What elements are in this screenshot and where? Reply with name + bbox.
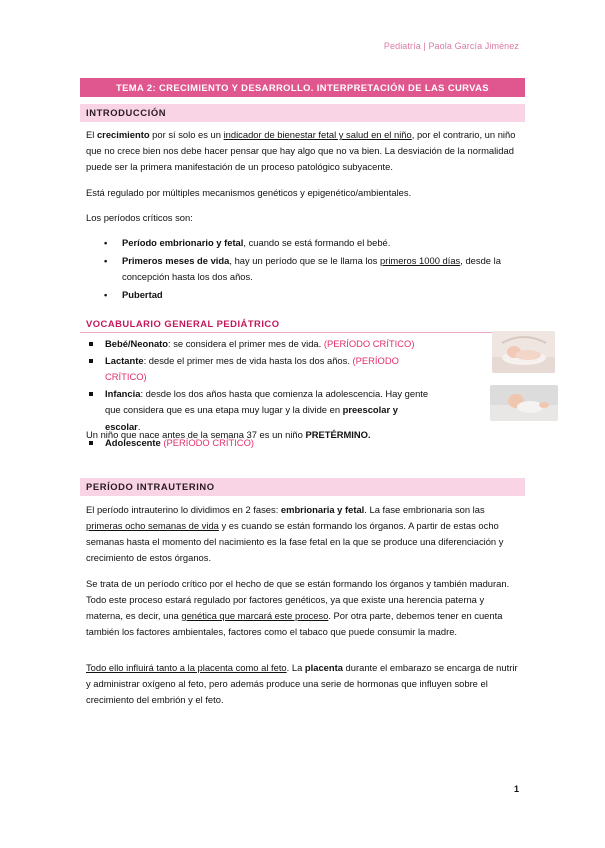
vocab-heading: VOCABULARIO GENERAL PEDIÁTRICO [80,318,525,333]
list-item: • Primeros meses de vida, hay un período que se le llama los primeros 1000 días, desde la concepción hasta los dos años. [86,253,522,285]
list-item: • Pubertad [86,287,522,303]
intro-paragraph-1: El crecimiento por sí solo es un indicador de bienestar fetal y salud en el niño, por el contrario, un niño que no crece bien nos debe hacer pensar que hay algo que no va bien. La desviación de la normalidad puede ser la primera manifestación de un proceso patológico subyacente. [86,129,516,172]
critical-periods-list [86,235,522,305]
list-item: • Período embrionario y fetal, cuando se está formando el bebé. [86,235,522,251]
document-title: TEMA 2: CRECIMIENTO Y DESARROLLO. INTERPRETACIÓN DE LAS CURVAS [80,78,525,97]
intrauterine-paragraph-3: Todo ello influirá tanto a la placenta como al feto. La placenta durante el embarazo se encarga de nutrir y administrar oxígeno al feto, pero además produce una serie de hormonas que influyen sobre el crecimiento del embrión y el feto. [86,662,518,705]
preterm-note: Un niño que nace antes de la semana 37 es un niño PRETÉRMINO. [86,429,371,440]
intro-paragraph-3: Los períodos críticos son: [86,212,193,223]
running-header: Pediatría | Paola García Jiménez [383,41,519,51]
intrauterine-paragraph-1: El período intrauterino lo dividimos en 2 fases: embrionaria y fetal. La fase embrionaria son las primeras ocho semanas de vida y es cuando se están formando los órganos. A partir de estas ocho semanas hasta el momento del nacimiento es la fase fetal en la que se produce una diferenciación y crecimiento de estos órganos. [86,504,504,563]
list-item: Lactante: desde el primer mes de vida hasta los dos años. (PERÍODO CRÍTICO) [86,353,431,386]
list-item: Infancia: desde los dos años hasta que comienza la adolescencia. Hay gente que considera que es una etapa muy lugar y la divide en preescolar y escolar. [86,386,431,436]
intrauterine-paragraph-2: Se trata de un período crítico por el hecho de que se están formando los órganos y también maduran. Todo este proceso estará regulado por factores genéticos, ya que existe una herencia paterna y materna, es decir, una genética que marcará este proceso. Por otra parte, debemos tener en cuenta también los factores ambientales, factores como el tabaco que puede consumir la madre. [86,578,510,637]
baby-lying-photo [490,385,558,421]
list-item: Adolescente (PERÍODO CRÍTICO) [86,435,431,452]
newborn-photo [492,331,555,373]
page-number: 1 [513,784,519,794]
intrauterine-heading: PERÍODO INTRAUTERINO [80,478,525,496]
intro-heading: INTRODUCCIÓN [80,104,525,122]
intro-paragraph-2: Está regulado por múltiples mecanismos genéticos y epigenético/ambientales. [86,187,412,198]
list-item: Bebé/Neonato: se considera el primer mes de vida. (PERÍODO CRÍTICO) [86,336,431,353]
